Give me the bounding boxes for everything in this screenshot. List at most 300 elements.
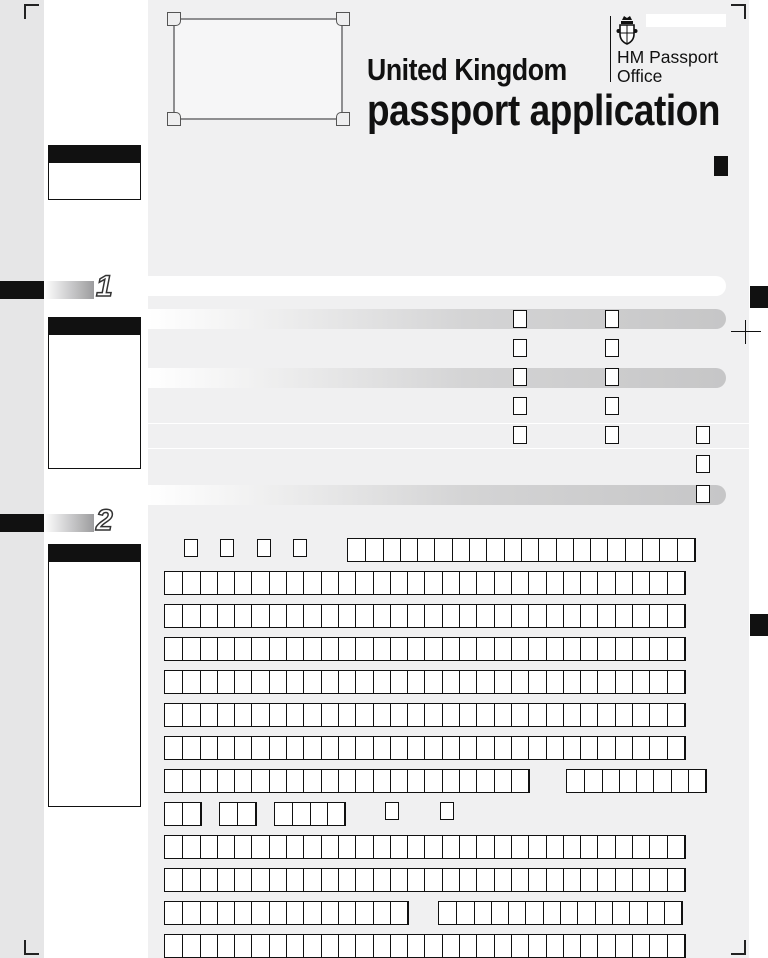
character-cell[interactable] [476, 770, 494, 792]
character-cell[interactable] [615, 704, 633, 726]
character-cell[interactable] [200, 869, 218, 891]
character-cell[interactable] [546, 671, 564, 693]
character-cell[interactable] [217, 704, 235, 726]
character-cell[interactable] [538, 539, 556, 561]
character-cell[interactable] [200, 770, 218, 792]
character-cell[interactable] [355, 671, 373, 693]
character-cell[interactable] [200, 605, 218, 627]
character-cell[interactable] [546, 836, 564, 858]
checkbox-date-row-a[interactable] [385, 802, 399, 820]
character-cell[interactable] [667, 737, 685, 759]
character-cell[interactable] [580, 869, 598, 891]
character-cell[interactable] [220, 803, 238, 825]
character-cell[interactable] [286, 935, 304, 957]
character-cell[interactable] [563, 572, 581, 594]
character-cell[interactable] [400, 539, 418, 561]
character-cell[interactable] [234, 671, 252, 693]
character-cell[interactable] [303, 836, 321, 858]
character-cell[interactable] [390, 902, 408, 924]
character-cell[interactable] [321, 869, 339, 891]
character-cell[interactable] [563, 836, 581, 858]
character-cell[interactable] [525, 902, 543, 924]
character-cell[interactable] [373, 704, 391, 726]
character-cell[interactable] [459, 770, 477, 792]
character-cell[interactable] [286, 869, 304, 891]
character-cell[interactable] [459, 704, 477, 726]
character-cell[interactable] [390, 704, 408, 726]
character-cell[interactable] [321, 935, 339, 957]
character-cell[interactable] [390, 869, 408, 891]
character-cell[interactable] [667, 836, 685, 858]
character-cell[interactable] [615, 671, 633, 693]
character-cell[interactable] [310, 803, 328, 825]
character-cell[interactable] [452, 539, 470, 561]
character-cell[interactable] [580, 704, 598, 726]
character-cell[interactable] [303, 869, 321, 891]
character-cell[interactable] [649, 704, 667, 726]
character-cell[interactable] [424, 605, 442, 627]
character-cell[interactable] [476, 737, 494, 759]
character-cell[interactable] [251, 935, 269, 957]
character-cell[interactable] [182, 572, 200, 594]
character-cell[interactable] [632, 638, 650, 660]
character-cell[interactable] [649, 605, 667, 627]
character-cell[interactable] [528, 869, 546, 891]
character-cell[interactable] [217, 572, 235, 594]
character-cell[interactable] [217, 605, 235, 627]
character-cell[interactable] [580, 638, 598, 660]
character-cell[interactable] [217, 737, 235, 759]
character-cell[interactable] [546, 605, 564, 627]
character-cell[interactable] [424, 770, 442, 792]
character-cell[interactable] [390, 737, 408, 759]
character-cell[interactable] [269, 638, 287, 660]
character-cell[interactable] [649, 572, 667, 594]
character-cell[interactable] [200, 935, 218, 957]
character-cell[interactable] [321, 770, 339, 792]
character-cell[interactable] [234, 638, 252, 660]
character-cell[interactable] [234, 869, 252, 891]
character-cell[interactable] [494, 836, 512, 858]
character-cell[interactable] [494, 935, 512, 957]
character-cell[interactable] [649, 737, 667, 759]
character-cell[interactable] [442, 935, 460, 957]
character-cell[interactable] [383, 539, 401, 561]
character-cell[interactable] [528, 605, 546, 627]
checkbox-row5-a[interactable] [513, 426, 527, 444]
character-cell[interactable] [373, 671, 391, 693]
character-cell[interactable] [165, 803, 183, 825]
character-cell[interactable] [407, 770, 425, 792]
character-cell[interactable] [580, 737, 598, 759]
character-cell[interactable] [439, 902, 457, 924]
character-cell[interactable] [234, 902, 252, 924]
character-cell[interactable] [355, 605, 373, 627]
character-cell[interactable] [424, 572, 442, 594]
character-cell[interactable] [269, 605, 287, 627]
character-cell[interactable] [511, 671, 529, 693]
character-cell[interactable] [200, 902, 218, 924]
character-cell[interactable] [373, 935, 391, 957]
character-cell[interactable] [373, 737, 391, 759]
character-cell[interactable] [546, 704, 564, 726]
character-cell[interactable] [511, 704, 529, 726]
character-cell[interactable] [269, 935, 287, 957]
character-cell[interactable] [286, 737, 304, 759]
character-cell[interactable] [563, 638, 581, 660]
character-cell[interactable] [597, 638, 615, 660]
character-cell[interactable] [182, 935, 200, 957]
character-cell[interactable] [573, 539, 591, 561]
character-cell[interactable] [355, 902, 373, 924]
character-cell[interactable] [338, 869, 356, 891]
character-cell[interactable] [338, 902, 356, 924]
character-cell[interactable] [251, 572, 269, 594]
character-cell[interactable] [511, 836, 529, 858]
checkbox-row2-b[interactable] [605, 339, 619, 357]
character-cell[interactable] [321, 902, 339, 924]
character-cell[interactable] [528, 638, 546, 660]
character-cell[interactable] [321, 638, 339, 660]
character-cell[interactable] [182, 836, 200, 858]
character-cell[interactable] [612, 902, 630, 924]
character-cell[interactable] [338, 605, 356, 627]
character-cell[interactable] [688, 770, 706, 792]
character-cell[interactable] [182, 869, 200, 891]
character-cell[interactable] [200, 836, 218, 858]
character-cell[interactable] [649, 935, 667, 957]
character-cell[interactable] [632, 935, 650, 957]
character-cell[interactable] [632, 671, 650, 693]
character-cell[interactable] [165, 671, 183, 693]
character-cell[interactable] [303, 605, 321, 627]
character-cell[interactable] [234, 737, 252, 759]
character-cell[interactable] [165, 869, 183, 891]
character-cell[interactable] [286, 671, 304, 693]
checkbox-row4-a[interactable] [513, 397, 527, 415]
character-cell[interactable] [632, 704, 650, 726]
character-cell[interactable] [182, 638, 200, 660]
character-cell[interactable] [476, 704, 494, 726]
character-cell[interactable] [556, 539, 574, 561]
character-cell[interactable] [321, 836, 339, 858]
character-cell[interactable] [407, 935, 425, 957]
character-cell[interactable] [528, 572, 546, 594]
character-cell[interactable] [407, 869, 425, 891]
character-cell[interactable] [659, 539, 677, 561]
character-cell[interactable] [528, 671, 546, 693]
character-cell[interactable] [491, 902, 509, 924]
character-cell[interactable] [321, 572, 339, 594]
checkbox-row5-c[interactable] [696, 426, 710, 444]
character-cell[interactable] [636, 770, 654, 792]
character-cell[interactable] [251, 836, 269, 858]
character-cell[interactable] [511, 935, 529, 957]
character-cell[interactable] [303, 704, 321, 726]
character-cell[interactable] [373, 770, 391, 792]
character-cell[interactable] [632, 572, 650, 594]
character-cell[interactable] [597, 836, 615, 858]
character-cell[interactable] [476, 836, 494, 858]
character-cell[interactable] [649, 638, 667, 660]
character-cell[interactable] [407, 572, 425, 594]
character-cell[interactable] [355, 770, 373, 792]
character-cell[interactable] [165, 605, 183, 627]
character-cell[interactable] [390, 935, 408, 957]
character-cell[interactable] [251, 638, 269, 660]
character-cell[interactable] [269, 770, 287, 792]
character-cell[interactable] [649, 671, 667, 693]
character-cell[interactable] [165, 836, 183, 858]
character-cell[interactable] [217, 770, 235, 792]
character-cell[interactable] [373, 902, 391, 924]
character-cell[interactable] [303, 935, 321, 957]
character-cell[interactable] [442, 737, 460, 759]
character-cell[interactable] [424, 836, 442, 858]
character-cell[interactable] [434, 539, 452, 561]
character-cell[interactable] [642, 539, 660, 561]
character-cell[interactable] [494, 605, 512, 627]
character-cell[interactable] [407, 704, 425, 726]
character-cell[interactable] [373, 869, 391, 891]
character-cell[interactable] [417, 539, 435, 561]
character-cell[interactable] [269, 671, 287, 693]
character-cell[interactable] [424, 869, 442, 891]
character-cell[interactable] [494, 869, 512, 891]
character-cell[interactable] [338, 935, 356, 957]
character-cell[interactable] [292, 803, 310, 825]
character-cell[interactable] [338, 704, 356, 726]
character-cell[interactable] [511, 770, 529, 792]
character-cell[interactable] [459, 572, 477, 594]
character-cell[interactable] [338, 638, 356, 660]
character-cell[interactable] [286, 572, 304, 594]
character-cell[interactable] [607, 539, 625, 561]
character-cell[interactable] [511, 605, 529, 627]
character-cell[interactable] [494, 737, 512, 759]
character-cell[interactable] [511, 572, 529, 594]
character-cell[interactable] [563, 737, 581, 759]
character-cell[interactable] [424, 704, 442, 726]
character-cell[interactable] [667, 671, 685, 693]
character-cell[interactable] [348, 539, 366, 561]
character-cell[interactable] [511, 638, 529, 660]
character-cell[interactable] [580, 935, 598, 957]
character-cell[interactable] [251, 902, 269, 924]
character-cell[interactable] [442, 638, 460, 660]
character-cell[interactable] [269, 704, 287, 726]
character-cell[interactable] [442, 770, 460, 792]
character-cell[interactable] [667, 935, 685, 957]
checkbox-row7-c[interactable] [696, 485, 710, 503]
character-cell[interactable] [338, 836, 356, 858]
character-cell[interactable] [580, 572, 598, 594]
character-cell[interactable] [303, 737, 321, 759]
title-checkbox-4[interactable] [293, 539, 307, 557]
character-cell[interactable] [286, 605, 304, 627]
checkbox-row5-b[interactable] [605, 426, 619, 444]
character-cell[interactable] [508, 902, 526, 924]
character-cell[interactable] [442, 671, 460, 693]
character-cell[interactable] [615, 869, 633, 891]
character-cell[interactable] [476, 935, 494, 957]
character-cell[interactable] [182, 803, 200, 825]
character-cell[interactable] [251, 704, 269, 726]
character-cell[interactable] [597, 737, 615, 759]
character-cell[interactable] [653, 770, 671, 792]
character-cell[interactable] [424, 671, 442, 693]
character-cell[interactable] [182, 704, 200, 726]
character-cell[interactable] [632, 737, 650, 759]
character-cell[interactable] [390, 605, 408, 627]
character-cell[interactable] [286, 638, 304, 660]
character-cell[interactable] [303, 572, 321, 594]
character-cell[interactable] [275, 803, 293, 825]
character-cell[interactable] [321, 671, 339, 693]
character-cell[interactable] [546, 638, 564, 660]
character-cell[interactable] [338, 572, 356, 594]
character-cell[interactable] [584, 770, 602, 792]
character-cell[interactable] [234, 935, 252, 957]
character-cell[interactable] [615, 836, 633, 858]
character-cell[interactable] [182, 605, 200, 627]
character-cell[interactable] [528, 737, 546, 759]
character-cell[interactable] [165, 572, 183, 594]
character-cell[interactable] [200, 737, 218, 759]
character-cell[interactable] [476, 671, 494, 693]
character-cell[interactable] [580, 836, 598, 858]
character-cell[interactable] [546, 737, 564, 759]
character-cell[interactable] [597, 704, 615, 726]
character-cell[interactable] [597, 935, 615, 957]
character-cell[interactable] [303, 902, 321, 924]
character-cell[interactable] [217, 902, 235, 924]
character-cell[interactable] [667, 605, 685, 627]
character-cell[interactable] [595, 902, 613, 924]
character-cell[interactable] [407, 836, 425, 858]
character-cell[interactable] [217, 638, 235, 660]
checkbox-row2-a[interactable] [513, 339, 527, 357]
character-cell[interactable] [667, 704, 685, 726]
character-cell[interactable] [494, 638, 512, 660]
character-cell[interactable] [546, 572, 564, 594]
character-cell[interactable] [200, 704, 218, 726]
character-cell[interactable] [567, 770, 585, 792]
character-cell[interactable] [321, 737, 339, 759]
character-cell[interactable] [476, 605, 494, 627]
title-checkbox-3[interactable] [257, 539, 271, 557]
character-cell[interactable] [563, 605, 581, 627]
character-cell[interactable] [373, 572, 391, 594]
character-cell[interactable] [528, 836, 546, 858]
character-cell[interactable] [269, 869, 287, 891]
character-cell[interactable] [494, 572, 512, 594]
checkbox-row6-c[interactable] [696, 455, 710, 473]
character-cell[interactable] [615, 737, 633, 759]
character-cell[interactable] [442, 836, 460, 858]
character-cell[interactable] [286, 704, 304, 726]
character-cell[interactable] [390, 572, 408, 594]
character-cell[interactable] [355, 638, 373, 660]
character-cell[interactable] [355, 704, 373, 726]
character-cell[interactable] [546, 869, 564, 891]
character-cell[interactable] [615, 605, 633, 627]
character-cell[interactable] [338, 770, 356, 792]
character-cell[interactable] [407, 638, 425, 660]
character-cell[interactable] [664, 902, 682, 924]
character-cell[interactable] [649, 869, 667, 891]
character-cell[interactable] [165, 935, 183, 957]
character-cell[interactable] [649, 836, 667, 858]
character-cell[interactable] [182, 770, 200, 792]
character-cell[interactable] [494, 770, 512, 792]
character-cell[interactable] [615, 638, 633, 660]
character-cell[interactable] [459, 605, 477, 627]
character-cell[interactable] [234, 770, 252, 792]
character-cell[interactable] [269, 737, 287, 759]
character-cell[interactable] [615, 935, 633, 957]
character-cell[interactable] [251, 869, 269, 891]
character-cell[interactable] [521, 539, 539, 561]
character-cell[interactable] [355, 935, 373, 957]
character-cell[interactable] [338, 737, 356, 759]
character-cell[interactable] [667, 572, 685, 594]
character-cell[interactable] [632, 605, 650, 627]
character-cell[interactable] [442, 704, 460, 726]
character-cell[interactable] [424, 737, 442, 759]
character-cell[interactable] [543, 902, 561, 924]
character-cell[interactable] [469, 539, 487, 561]
character-cell[interactable] [251, 605, 269, 627]
character-cell[interactable] [237, 803, 255, 825]
character-cell[interactable] [671, 770, 689, 792]
character-cell[interactable] [286, 836, 304, 858]
character-cell[interactable] [504, 539, 522, 561]
character-cell[interactable] [580, 605, 598, 627]
character-cell[interactable] [597, 572, 615, 594]
character-cell[interactable] [234, 704, 252, 726]
character-cell[interactable] [327, 803, 345, 825]
character-cell[interactable] [577, 902, 595, 924]
character-cell[interactable] [407, 737, 425, 759]
character-cell[interactable] [390, 836, 408, 858]
character-cell[interactable] [303, 638, 321, 660]
character-cell[interactable] [597, 869, 615, 891]
character-cell[interactable] [321, 704, 339, 726]
character-cell[interactable] [338, 671, 356, 693]
character-cell[interactable] [424, 638, 442, 660]
character-cell[interactable] [165, 902, 183, 924]
character-cell[interactable] [546, 935, 564, 957]
character-cell[interactable] [269, 836, 287, 858]
character-cell[interactable] [632, 869, 650, 891]
character-cell[interactable] [355, 737, 373, 759]
character-cell[interactable] [667, 869, 685, 891]
character-cell[interactable] [647, 902, 665, 924]
character-cell[interactable] [528, 704, 546, 726]
character-cell[interactable] [182, 737, 200, 759]
character-cell[interactable] [442, 869, 460, 891]
character-cell[interactable] [390, 638, 408, 660]
checkbox-row3-a[interactable] [513, 368, 527, 386]
checkbox-date-row-b[interactable] [440, 802, 454, 820]
character-cell[interactable] [476, 572, 494, 594]
character-cell[interactable] [373, 638, 391, 660]
character-cell[interactable] [563, 935, 581, 957]
character-cell[interactable] [580, 671, 598, 693]
character-cell[interactable] [456, 902, 474, 924]
character-cell[interactable] [373, 605, 391, 627]
